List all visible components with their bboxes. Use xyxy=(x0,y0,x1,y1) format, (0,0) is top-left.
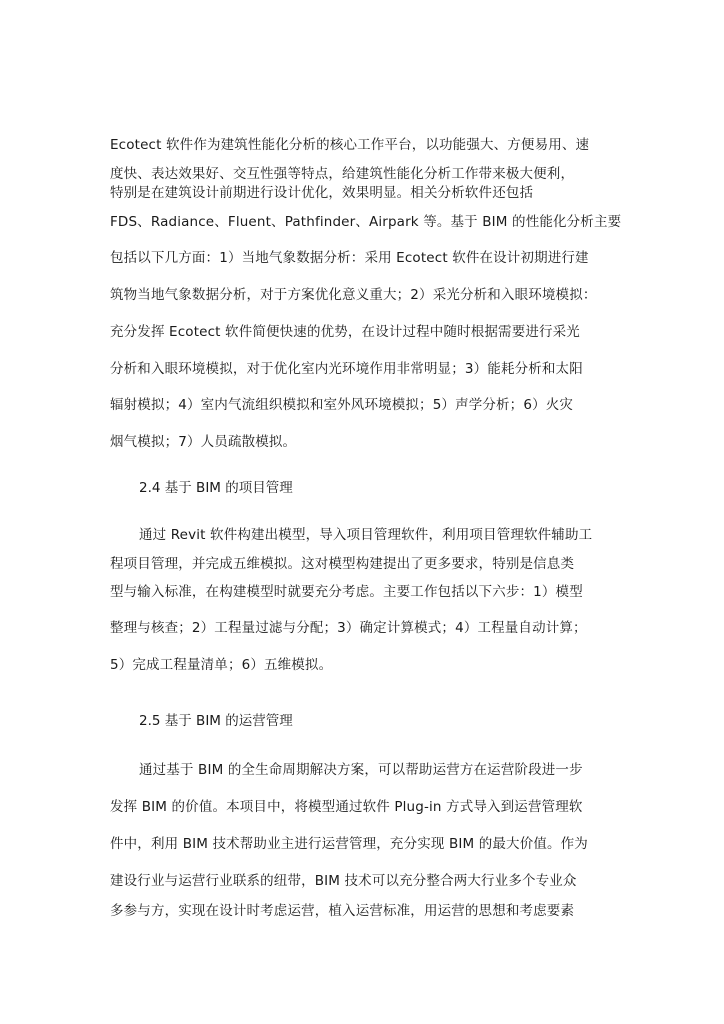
paragraph-line: 包括以下几方面：1）当地气象数据分析：采用 Ecotect 软件在设计初期进行建 xyxy=(110,250,589,266)
paragraph-line: 度快、表达效果好、交互性强等特点，给建筑性能化分析工作带来极大便利， xyxy=(110,166,575,182)
paragraph-line: Ecotect 软件作为建筑性能化分析的核心工作平台，以功能强大、方便易用、速 xyxy=(110,137,590,153)
paragraph-line: 筑物当地气象数据分析，对于方案优化意义重大；2）采光分析和入眼环境模拟： xyxy=(110,287,597,303)
paragraph-line: 建设行业与运营行业联系的纽带，BIM 技术可以充分整合两大行业多个专业众 xyxy=(110,873,577,889)
paragraph-line: 通过 Revit 软件构建出模型，导入项目管理软件，利用项目管理软件辅助工 xyxy=(139,527,593,543)
paragraph-line: 发挥 BIM 的价值。本项目中，将模型通过软件 Plug-in 方式导入到运营管理软 xyxy=(110,799,583,815)
paragraph-line: 烟气模拟；7）人员疏散模拟。 xyxy=(110,434,297,450)
paragraph-line: 多参与方，实现在设计时考虑运营，植入运营标准，用运营的思想和考虑要素 xyxy=(110,903,575,919)
paragraph-line: 型与输入标准，在构建模型时就要充分考虑。主要工作包括以下六步：1）模型 xyxy=(110,584,583,600)
paragraph-line: FDS、Radiance、Fluent、Pathfinder、Airpark 等。基于 BIM 的性能化分析主要 xyxy=(110,214,622,230)
paragraph-line: 5）完成工程量清单；6）五维模拟。 xyxy=(110,657,333,673)
paragraph-line: 通过基于 BIM 的全生命周期解决方案，可以帮助运营方在运营阶段进一步 xyxy=(139,762,583,778)
paragraph-line: 辐射模拟；4）室内气流组织模拟和室外风环境模拟；5）声学分析；6）火灾 xyxy=(110,397,574,413)
paragraph-line: 充分发挥 Ecotect 软件简便快速的优势，在设计过程中随时根据需要进行采光 xyxy=(110,324,580,340)
paragraph-line: 整理与核查；2）工程量过滤与分配；3）确定计算模式；4）工程量自动计算； xyxy=(110,620,587,636)
section-heading-2-5: 2.5 基于 BIM 的运营管理 xyxy=(139,713,293,729)
paragraph-line: 特别是在建筑设计前期进行设计优化，效果明显。相关分析软件还包括 xyxy=(110,185,534,201)
paragraph-line: 程项目管理，并完成五维模拟。这对模型构建提出了更多要求，特别是信息类 xyxy=(110,556,575,572)
section-heading-2-4: 2.4 基于 BIM 的项目管理 xyxy=(139,480,293,496)
paragraph-line: 件中，利用 BIM 技术帮助业主进行运营管理，充分实现 BIM 的最大价值。作为 xyxy=(110,836,588,852)
paragraph-line: 分析和入眼环境模拟，对于优化室内光环境作用非常明显；3）能耗分析和太阳 xyxy=(110,361,583,377)
